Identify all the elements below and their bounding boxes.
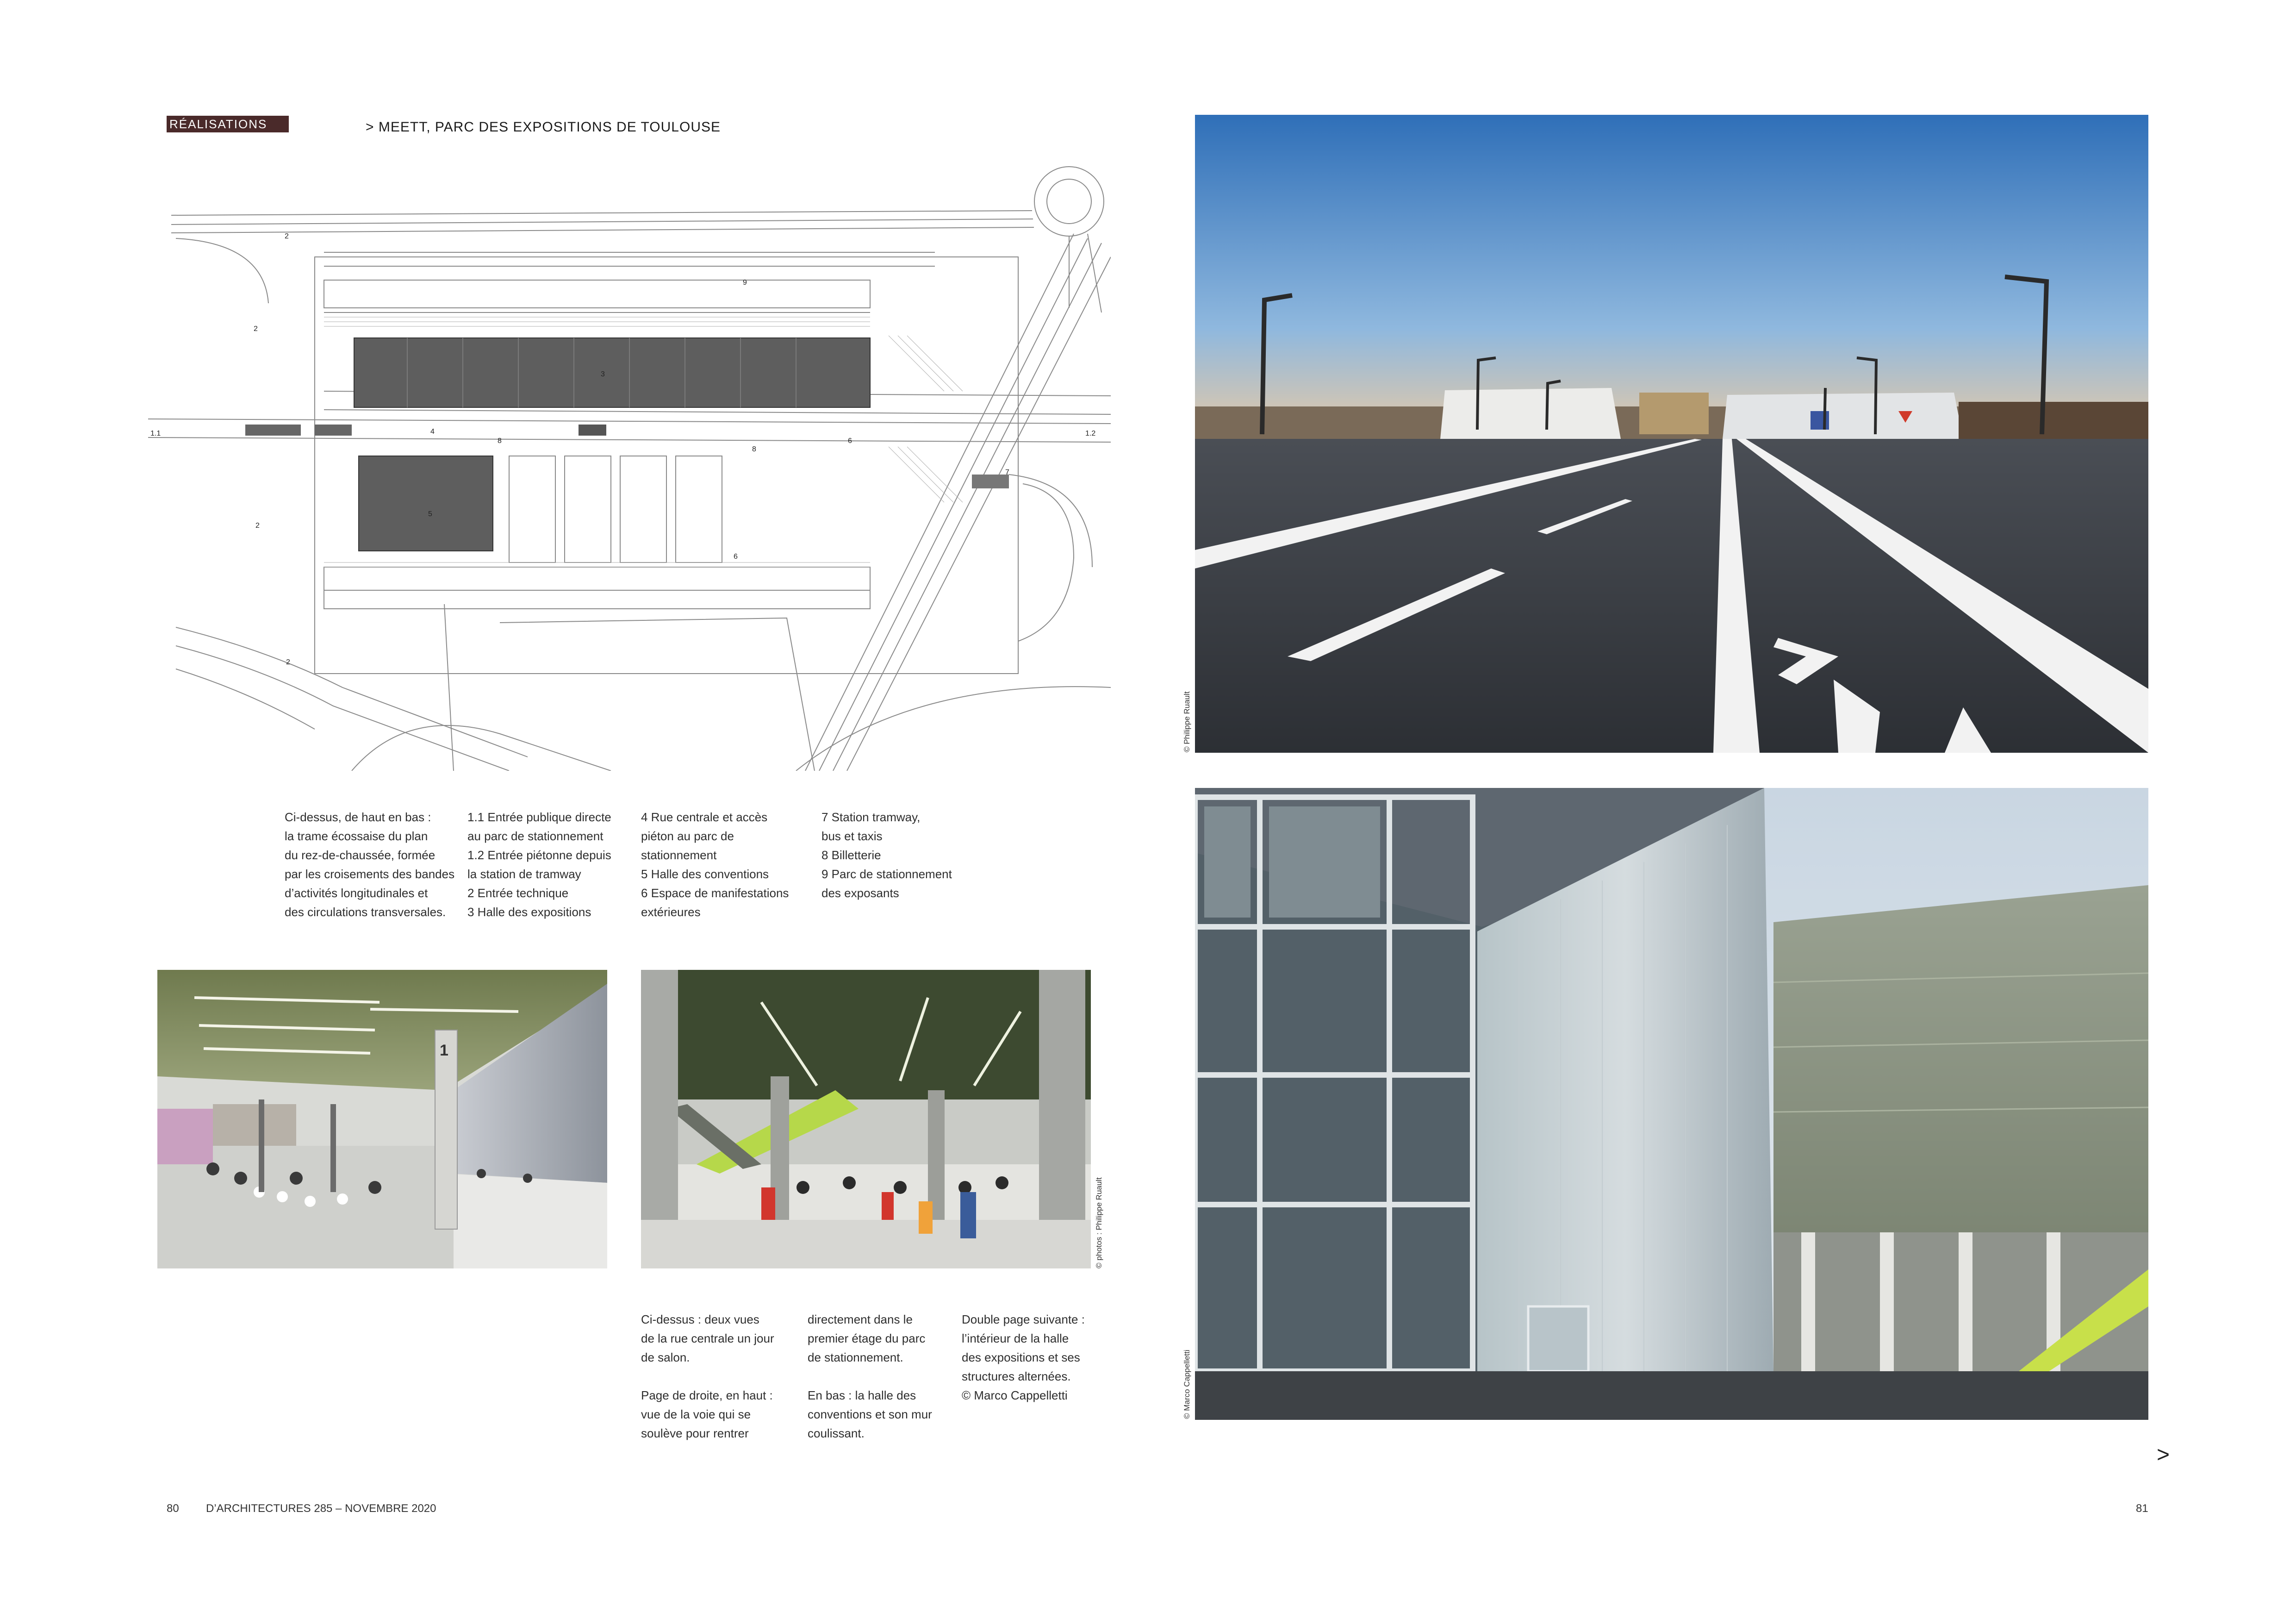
plan-caption-col-2: 1.1 Entrée publique directe au parc de stationnement 1.2 Entrée piétonne depuis la station de tramway 2 Entrée technique 3 Halle des expositions: [467, 810, 611, 919]
plan-label-9: 9: [743, 279, 747, 287]
section-tag: RÉALISATIONS: [167, 116, 289, 132]
plan-label-5: 5: [428, 510, 432, 518]
photo-central-street-1: [157, 970, 607, 1268]
plan-caption-col-4: 7 Station tramway, bus et taxis 8 Billetterie 9 Parc de stationnement des exposants: [821, 810, 952, 900]
photo-credit-building: © Marco Cappelletti: [1182, 1349, 1191, 1419]
plan-caption-col-3: 4 Rue centrale et accès piéton au parc de stationnement 5 Halle des conventions 6 Espace de manifestations extérieures: [641, 810, 789, 919]
plan-label-1-2: 1.2: [1085, 430, 1096, 437]
plan-label-2: 2: [255, 522, 260, 530]
plan-caption-col-1: Ci-dessus, de haut en bas : la trame écossaise du plan du rez-de-chaussée, formée par les croisements des bandes d’activités longitudinales et des circulations transversales.: [285, 810, 455, 919]
page-number-left: 80: [167, 1502, 179, 1515]
plan-label-6: 6: [848, 437, 852, 445]
photo-credit-road: © Philippe Ruault: [1182, 691, 1191, 752]
plan-label-3: 3: [601, 370, 605, 378]
plan-label-6: 6: [734, 553, 738, 561]
site-plan: [148, 160, 1111, 771]
plan-label-2: 2: [254, 325, 258, 333]
plan-label-8: 8: [498, 437, 502, 445]
photo-caption-col-3: Double page suivante : l’intérieur de la halle des expositions et ses structures alternées. © Marco Cappelletti: [962, 1312, 1085, 1402]
plan-label-4: 4: [430, 428, 435, 436]
plan-label-2: 2: [286, 658, 290, 666]
photo-caption-col-1: Ci-dessus : deux vues de la rue centrale un jour de salon. Page de droite, en haut : vue de la voie qui se soulève pour rentrer: [641, 1312, 774, 1440]
plan-label-2: 2: [285, 232, 289, 240]
photo-access-road: [1195, 115, 2148, 753]
page-number-right: 81: [2136, 1502, 2148, 1515]
photo-credit-small: © photos : Philippe Ruault: [1095, 1177, 1103, 1268]
photo-central-street-2: [641, 970, 1091, 1268]
plan-label-1-1: 1.1: [150, 430, 161, 437]
photo-convention-hall: [1195, 788, 2148, 1420]
breadcrumb: > MEETT, PARC DES EXPOSITIONS DE TOULOUSE: [366, 119, 721, 135]
next-page-arrow[interactable]: >: [2157, 1443, 2170, 1467]
plan-label-8: 8: [752, 445, 756, 453]
plan-label-7: 7: [1005, 468, 1009, 476]
publication-title: D’ARCHITECTURES 285 – NOVEMBRE 2020: [206, 1502, 436, 1515]
column-number-sign: 1: [440, 1042, 448, 1059]
photo-caption-col-2: directement dans le premier étage du parc de stationnement. En bas : la halle des conventions et son mur coulissant.: [808, 1312, 932, 1440]
